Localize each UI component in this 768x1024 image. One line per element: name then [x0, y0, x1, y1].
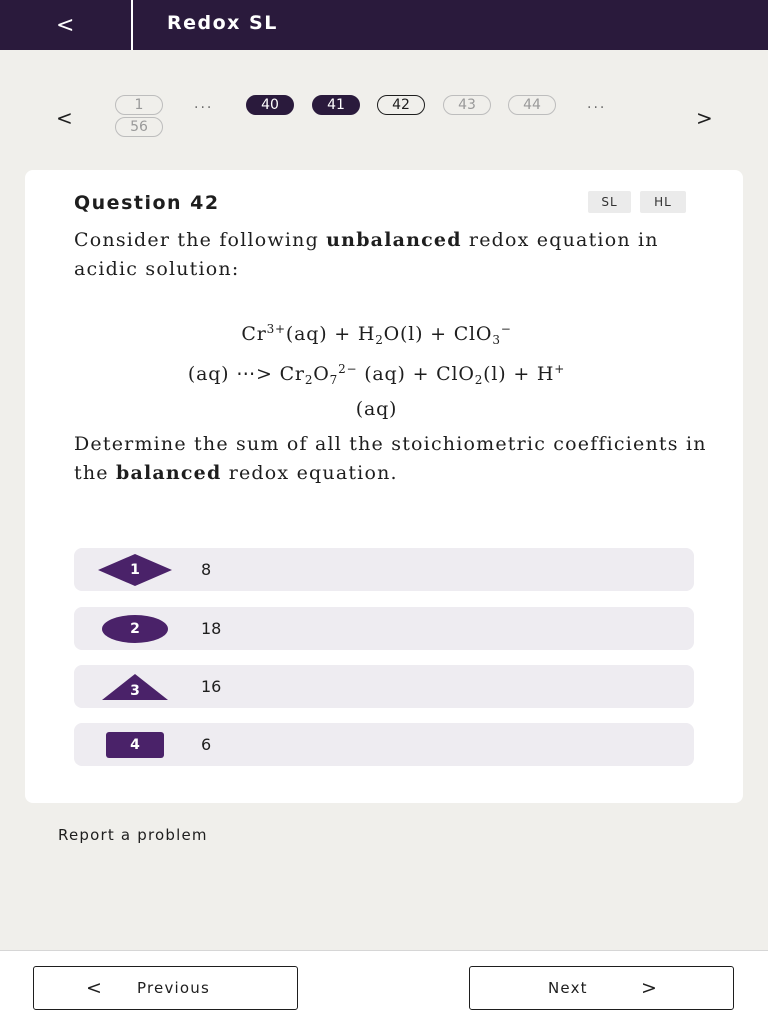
equation-line-1: $Cr^{3+}(aq) + H_2O(l) + ClO_3^-$ — [241, 322, 512, 347]
answer-option-4[interactable] — [74, 723, 694, 766]
pagination-ellipsis-right: ... — [587, 96, 607, 112]
next-button[interactable] — [469, 966, 734, 1010]
chevron-left-icon: < — [56, 12, 75, 38]
pagination-ellipsis-left: ... — [194, 96, 214, 112]
square-marker-icon: 4 — [106, 732, 164, 758]
pagination-next-button[interactable]: > — [696, 106, 713, 130]
page-pill-last[interactable]: 56 — [115, 117, 163, 137]
chevron-left-icon: < — [86, 977, 104, 999]
back-button[interactable] — [0, 0, 132, 50]
page-pill[interactable]: 40 — [246, 95, 294, 115]
question-ask: Determine the sum of all the stoichiometric coefficients in the balanced redox equation. — [74, 433, 707, 484]
page-pill[interactable]: 44 — [508, 95, 556, 115]
answer-option-2[interactable] — [74, 607, 694, 650]
equation-line-3: (aq) — [355, 398, 398, 420]
equation-line-2: (aq) ⋯> $Cr_2O_7^{2-}$ (aq) + ClO$_2$(l) + H+ — [187, 362, 566, 387]
footer-bar — [0, 950, 768, 1024]
pagination-prev-button[interactable]: < — [56, 106, 73, 130]
question-card — [25, 170, 743, 803]
option-value: 16 — [201, 677, 222, 696]
option-value: 8 — [201, 560, 212, 579]
option-value: 18 — [201, 619, 222, 638]
page-pill[interactable]: 43 — [443, 95, 491, 115]
header-divider — [131, 0, 133, 50]
page-title: Redox SL — [167, 12, 278, 34]
page-pill[interactable]: 41 — [312, 95, 360, 115]
question-title: Question 42 — [74, 192, 220, 214]
option-value: 6 — [201, 735, 212, 754]
ellipse-marker-icon: 2 — [102, 615, 168, 643]
next-label: Next — [548, 979, 588, 997]
previous-label: Previous — [137, 979, 210, 997]
chevron-right-icon: > — [641, 977, 659, 999]
redox-equation — [74, 315, 679, 424]
previous-button[interactable] — [33, 966, 298, 1010]
top-bar — [0, 0, 768, 50]
report-problem-link[interactable]: Report a problem — [58, 826, 208, 844]
answer-option-1[interactable] — [74, 548, 694, 591]
page-pill-current[interactable]: 42 — [377, 95, 425, 115]
level-tag-sl: SL — [588, 191, 631, 213]
question-intro: Consider the following unbalanced redox equation in acidic solution: — [74, 229, 659, 280]
answer-option-3[interactable] — [74, 665, 694, 708]
page-pill-first[interactable]: 1 — [115, 95, 163, 115]
triangle-marker-icon: 3 — [102, 673, 168, 701]
level-tag-hl: HL — [640, 191, 686, 213]
diamond-marker-icon: 1 — [97, 553, 173, 587]
